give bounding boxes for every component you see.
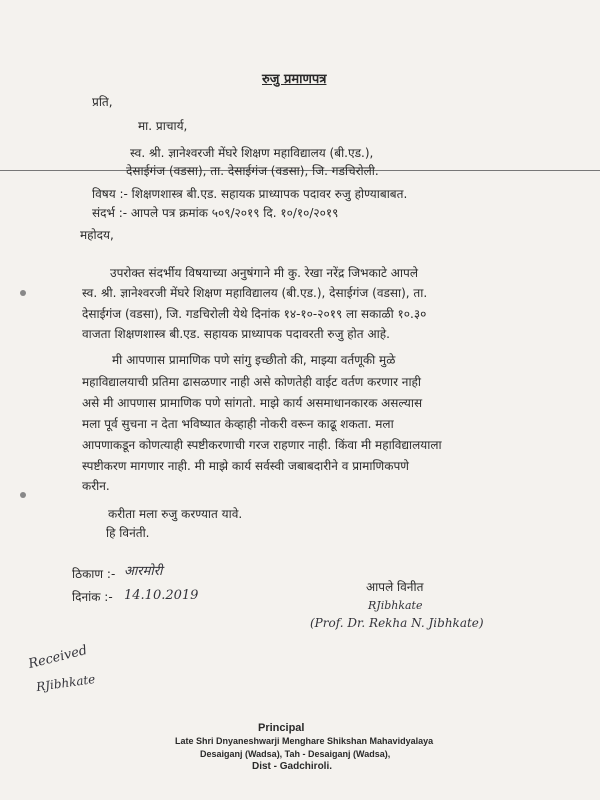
document-title: रुजु प्रमाणपत्र — [262, 72, 327, 87]
para2-line-3: असे मी आपणास प्रामाणिक पणे सांगतो. माझे कार्य असमाधानकारक असल्यास — [82, 396, 423, 410]
para1-line-1: उपरोक्त संदर्भीय विषयाच्या अनुषंगाने मी कु. रेखा नरेंद्र जिभकाटे आपले — [110, 266, 419, 280]
date-label: दिनांक :- — [72, 590, 113, 604]
para2-line-7: करीन. — [82, 479, 110, 493]
footer-district: Dist - Gadchiroli. — [252, 761, 333, 772]
para2-line-2: महाविद्यालयाची प्रतिमा ढासळणार नाही असे कोणतेही वाईट वर्तण करणार नाही — [82, 375, 422, 389]
addressee-line-2: स्व. श्री. ज्ञानेश्वरजी मेंघरे शिक्षण महाविद्यालय (बी.एड.), — [130, 146, 374, 160]
addressee-line-3: देसाईगंज (वडसा), ता. देसाईगंज (वडसा), जि. गडचिरोली. — [126, 164, 379, 178]
to-line: प्रति, — [92, 95, 113, 109]
closing-line: हि विनंती. — [106, 526, 150, 540]
punch-hole-top — [20, 290, 26, 296]
signer-name: (Prof. Dr. Rekha N. Jibhkate) — [310, 616, 484, 630]
para1-line-3: देसाईगंज (वडसा), जि. गडचिरोली येथे दिनांक १४-१०-२०१९ ला सकाळी १०.३० — [82, 307, 427, 321]
yours-faithfully: आपले विनीत — [366, 580, 424, 594]
para2-line-6: स्पष्टीकरण मागणार नाही. मी माझे कार्य सर्वस्वी जबाबदारीने व प्रामाणिकपणे — [82, 459, 409, 473]
footer-college: Late Shri Dnyaneshwarji Menghare Shikshan Mahavidyalaya — [175, 736, 434, 746]
reference-line: संदर्भ :- आपले पत्र क्रमांक ५०९/२०१९ दि. १०/१०/२०१९ — [92, 206, 339, 220]
salutation: महोदय, — [80, 228, 114, 242]
date-value: 14.10.2019 — [124, 588, 199, 603]
punch-hole-bottom — [20, 492, 26, 498]
para2-line-4: मला पूर्व सुचना न देता भविष्यात केव्हाही नोकरी वरून काढू शकता. मला — [82, 417, 394, 431]
received-signature: RJibhkate — [35, 671, 97, 695]
request-line: करीता मला रुजु करण्यात यावे. — [108, 507, 243, 521]
place-value: आरमोरी — [124, 564, 163, 579]
footer-designation: Principal — [258, 722, 305, 734]
para2-line-5: आपणाकडून कोणत्याही स्पष्टीकरणाची गरज राहणार नाही. किंवा मी महाविद्यालयाला — [82, 438, 442, 452]
received-label: Received — [26, 642, 89, 673]
para2-line-1: मी आपणास प्रामाणिक पणे सांगु इच्छीतो की, माझ्या वर्तणूकी मुळे — [112, 353, 396, 367]
place-label: ठिकाण :- — [72, 567, 116, 581]
subject-line: विषय :- शिक्षणशास्त्र बी.एड. सहायक प्राध्यापक पदावर रुजु होण्याबाबत. — [92, 187, 408, 201]
signature: RJibhkate — [368, 599, 423, 612]
para1-line-2: स्व. श्री. ज्ञानेश्वरजी मेंघरे शिक्षण महाविद्यालय (बी.एड.), देसाईगंज (वडसा), ता. — [82, 286, 428, 300]
para1-line-4: वाजता शिक्षणशास्त्र बी.एड. सहायक प्राध्यापक पदावरती रुजु होत आहे. — [82, 327, 390, 341]
footer-taluka: Desaiganj (Wadsa), Tah - Desaiganj (Wadsa), — [200, 749, 391, 759]
addressee-line-1: मा. प्राचार्य, — [138, 119, 188, 133]
